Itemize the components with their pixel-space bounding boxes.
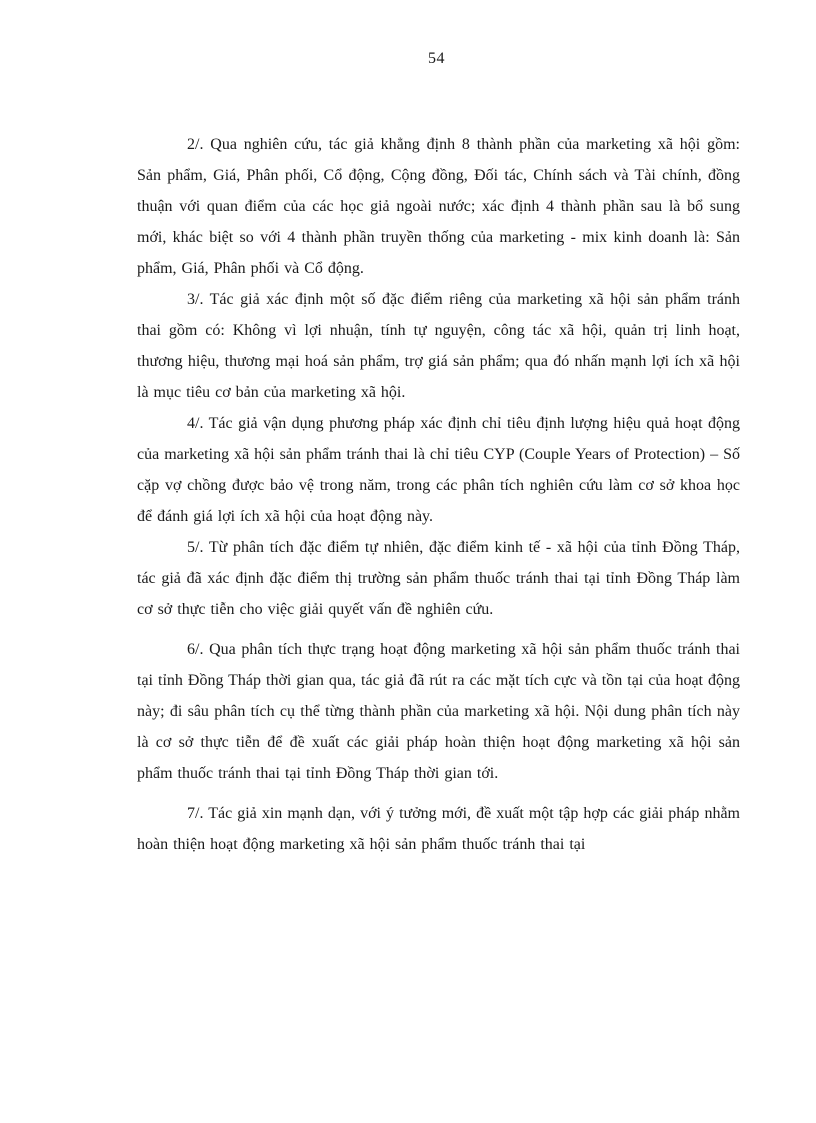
paragraph-7: 7/. Tác giả xin mạnh dạn, với ý tưởng mới, đề xuất một tập hợp các giải pháp nhằm hoàn thiện hoạt động marketing xã hội sản phẩm thuốc tránh thai tại: [137, 805, 740, 853]
paragraph-2: 2/. Qua nghiên cứu, tác giả khẳng định 8 thành phần của marketing xã hội gồm: Sản phẩm, Giá, Phân phối, Cổ động, Cộng đồng, Đối tác, Chính sách và Tài chính, đồng thuận với quan điểm của các học giả ngoài nước; xác định 4 thành phần sau là bổ sung mới, khác biệt so với 4 thành phần truyền thống của marketing - mix kinh doanh là: Sản phẩm, Giá, Phân phối và Cổ động.: [137, 136, 740, 277]
body-text: [137, 129, 740, 860]
page-number: 54: [428, 50, 445, 67]
paragraph-4: 4/. Tác giả vận dụng phương pháp xác định chỉ tiêu định lượng hiệu quả hoạt động của marketing xã hội sản phẩm tránh thai là chỉ tiêu CYP (Couple Years of Protection) – Số cặp vợ chồng được bảo vệ trong năm, trong các phân tích nghiên cứu làm cơ sở khoa học để đánh giá lợi ích xã hội của hoạt động này.: [137, 415, 740, 525]
paragraph-5: 5/. Từ phân tích đặc điểm tự nhiên, đặc điểm kinh tế - xã hội của tỉnh Đồng Tháp, tác giả đã xác định đặc điểm thị trường sản phẩm thuốc tránh thai tại tỉnh Đồng Tháp làm cơ sở thực tiễn cho việc giải quyết vấn đề nghiên cứu.: [137, 539, 740, 618]
paragraph-3: 3/. Tác giả xác định một số đặc điểm riêng của marketing xã hội sản phẩm tránh thai gồm có: Không vì lợi nhuận, tính tự nguyện, công tác xã hội, quản trị linh hoạt, thương hiệu, thương mại hoá sản phẩm, trợ giá sản phẩm; qua đó nhấn mạnh lợi ích xã hội là mục tiêu cơ bản của marketing xã hội.: [137, 291, 740, 401]
paragraph-6: 6/. Qua phân tích thực trạng hoạt động marketing xã hội sản phẩm thuốc tránh thai tại tỉnh Đồng Tháp thời gian qua, tác giả đã rút ra các mặt tích cực và tồn tại của hoạt động này; đi sâu phân tích cụ thể từng thành phần của marketing xã hội. Nội dung phân tích này là cơ sở thực tiễn để đề xuất các giải pháp hoàn thiện hoạt động marketing xã hội sản phẩm thuốc tránh thai tại tỉnh Đồng Tháp thời gian tới.: [137, 641, 740, 782]
